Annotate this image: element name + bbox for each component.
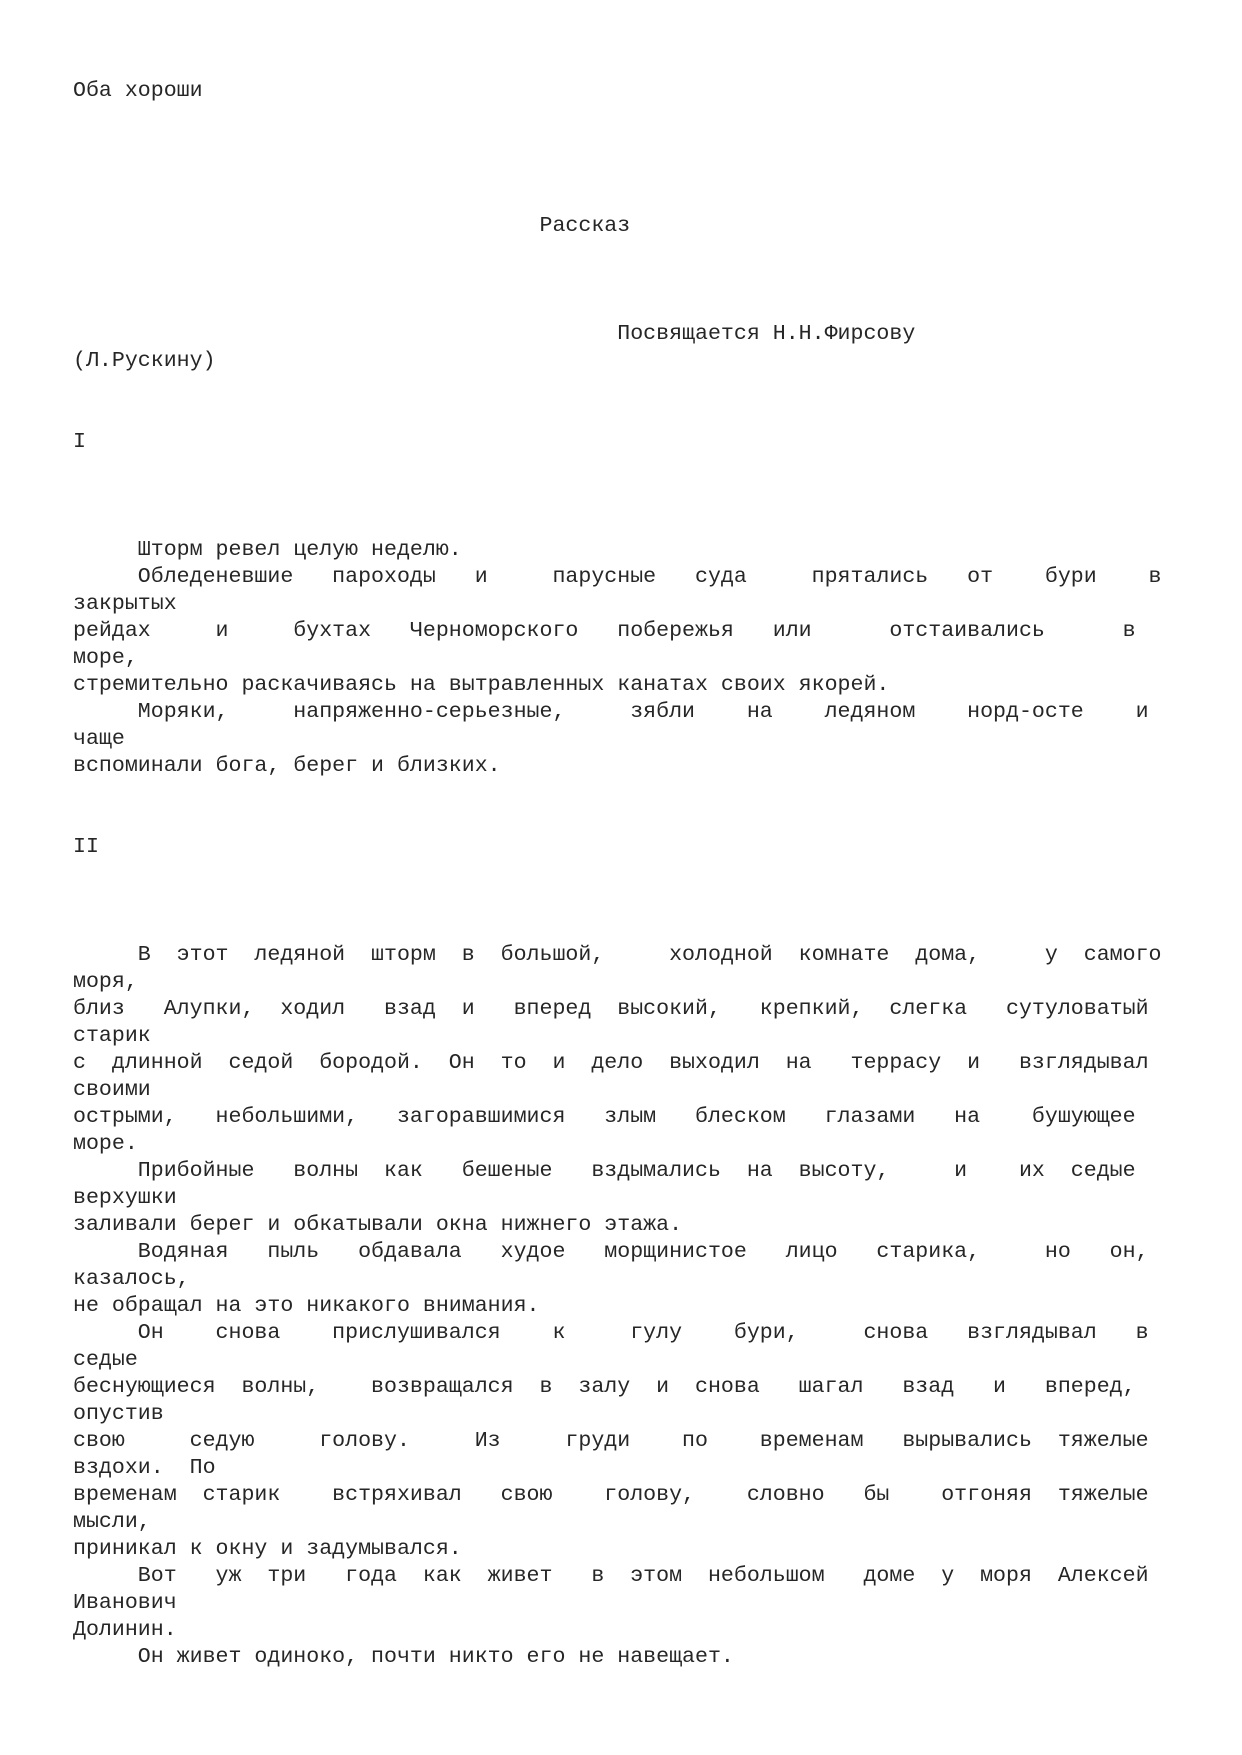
paragraph-line: верхушки bbox=[73, 1186, 177, 1210]
paragraph-line: не обращал на это никакого внимания. bbox=[73, 1294, 540, 1318]
paragraph-line: Он живет одиноко, почти никто его не навещает. bbox=[73, 1645, 734, 1669]
chapter-heading-2: II bbox=[73, 835, 99, 859]
blank-line bbox=[73, 888, 1202, 915]
paragraph-line: закрытых bbox=[73, 592, 177, 616]
paragraph-line: моря, bbox=[73, 970, 138, 994]
blank-line bbox=[73, 267, 1202, 294]
dedication-line: Посвящается Н.Н.Фирсову bbox=[73, 322, 916, 346]
paragraph-line: свою седую голову. Из груди по временам вырывались тяжелые bbox=[73, 1429, 1149, 1453]
paragraph-line: Иванович bbox=[73, 1591, 177, 1615]
blank-line bbox=[73, 456, 1202, 483]
paragraph-line: Он снова прислушивался к гулу бури, снова взглядывал в bbox=[73, 1321, 1149, 1345]
paragraph-line: беснующиеся волны, возвращался в залу и снова шагал взад и вперед, bbox=[73, 1375, 1136, 1399]
paragraph-line: море. bbox=[73, 1132, 138, 1156]
document-text bbox=[73, 78, 1202, 1671]
paragraph-line: вспоминали бога, берег и близких. bbox=[73, 754, 501, 778]
paragraph-line: своими bbox=[73, 1078, 151, 1102]
paragraph-line: временам старик встряхивал свою голову, словно бы отгоняя тяжелые bbox=[73, 1483, 1149, 1507]
paragraph-line: море, bbox=[73, 646, 138, 670]
blank-line bbox=[73, 105, 1202, 132]
blank-line bbox=[73, 132, 1202, 159]
paragraph-line: Моряки, напряженно-серьезные, зябли на ледяном норд-осте и bbox=[73, 700, 1149, 724]
blank-line bbox=[73, 240, 1202, 267]
blank-line bbox=[73, 186, 1202, 213]
paragraph-line: В этот ледяной шторм в большой, холодной комнате дома, у самого bbox=[73, 943, 1162, 967]
paragraph-line: приникал к окну и задумывался. bbox=[73, 1537, 462, 1561]
paragraph-line: Прибойные волны как бешеные вздымались на высоту, и их седые bbox=[73, 1159, 1136, 1183]
paragraph-line: старик bbox=[73, 1024, 151, 1048]
paragraph-line: Водяная пыль обдавала худое морщинистое лицо старика, но он, bbox=[73, 1240, 1149, 1264]
blank-line bbox=[73, 780, 1202, 807]
blank-line bbox=[73, 402, 1202, 429]
blank-line bbox=[73, 861, 1202, 888]
paragraph-line: с длинной седой бородой. Он то и дело выходил на террасу и взглядывал bbox=[73, 1051, 1149, 1075]
paragraph-line: близ Алупки, ходил взад и вперед высокий, крепкий, слегка сутуловатый bbox=[73, 997, 1149, 1021]
blank-line bbox=[73, 375, 1202, 402]
blank-line bbox=[73, 483, 1202, 510]
blank-line bbox=[73, 915, 1202, 942]
paragraph-line: Долинин. bbox=[73, 1618, 177, 1642]
paragraph-line: острыми, небольшими, загоравшимися злым блеском глазами на бушующее bbox=[73, 1105, 1136, 1129]
chapter-heading-1: I bbox=[73, 430, 86, 454]
paragraph-line: вздохи. По bbox=[73, 1456, 216, 1480]
dedication-addressee-line: (Л.Рускину) bbox=[73, 349, 216, 373]
paragraph-line: заливали берег и обкатывали окна нижнего этажа. bbox=[73, 1213, 683, 1237]
paragraph-line: казалось, bbox=[73, 1267, 190, 1291]
blank-line bbox=[73, 807, 1202, 834]
paragraph-line: Шторм ревел целую неделю. bbox=[73, 538, 462, 562]
blank-line bbox=[73, 510, 1202, 537]
genre-line: Рассказ bbox=[73, 214, 631, 238]
blank-line bbox=[73, 294, 1202, 321]
paragraph-line: мысли, bbox=[73, 1510, 151, 1534]
paragraph-line: опустив bbox=[73, 1402, 164, 1426]
paragraph-line: чаще bbox=[73, 727, 125, 751]
paragraph-line: Обледеневшие пароходы и парусные суда прятались от бури в bbox=[73, 565, 1162, 589]
blank-line bbox=[73, 159, 1202, 186]
paragraph-line: стремительно раскачиваясь на вытравленных канатах своих якорей. bbox=[73, 673, 890, 697]
story-title-line: Оба хороши bbox=[73, 79, 203, 103]
paragraph-line: Вот уж три года как живет в этом небольшом доме у моря Алексей bbox=[73, 1564, 1149, 1588]
paragraph-line: седые bbox=[73, 1348, 138, 1372]
paragraph-line: рейдах и бухтах Черноморского побережья или отстаивались в bbox=[73, 619, 1136, 643]
